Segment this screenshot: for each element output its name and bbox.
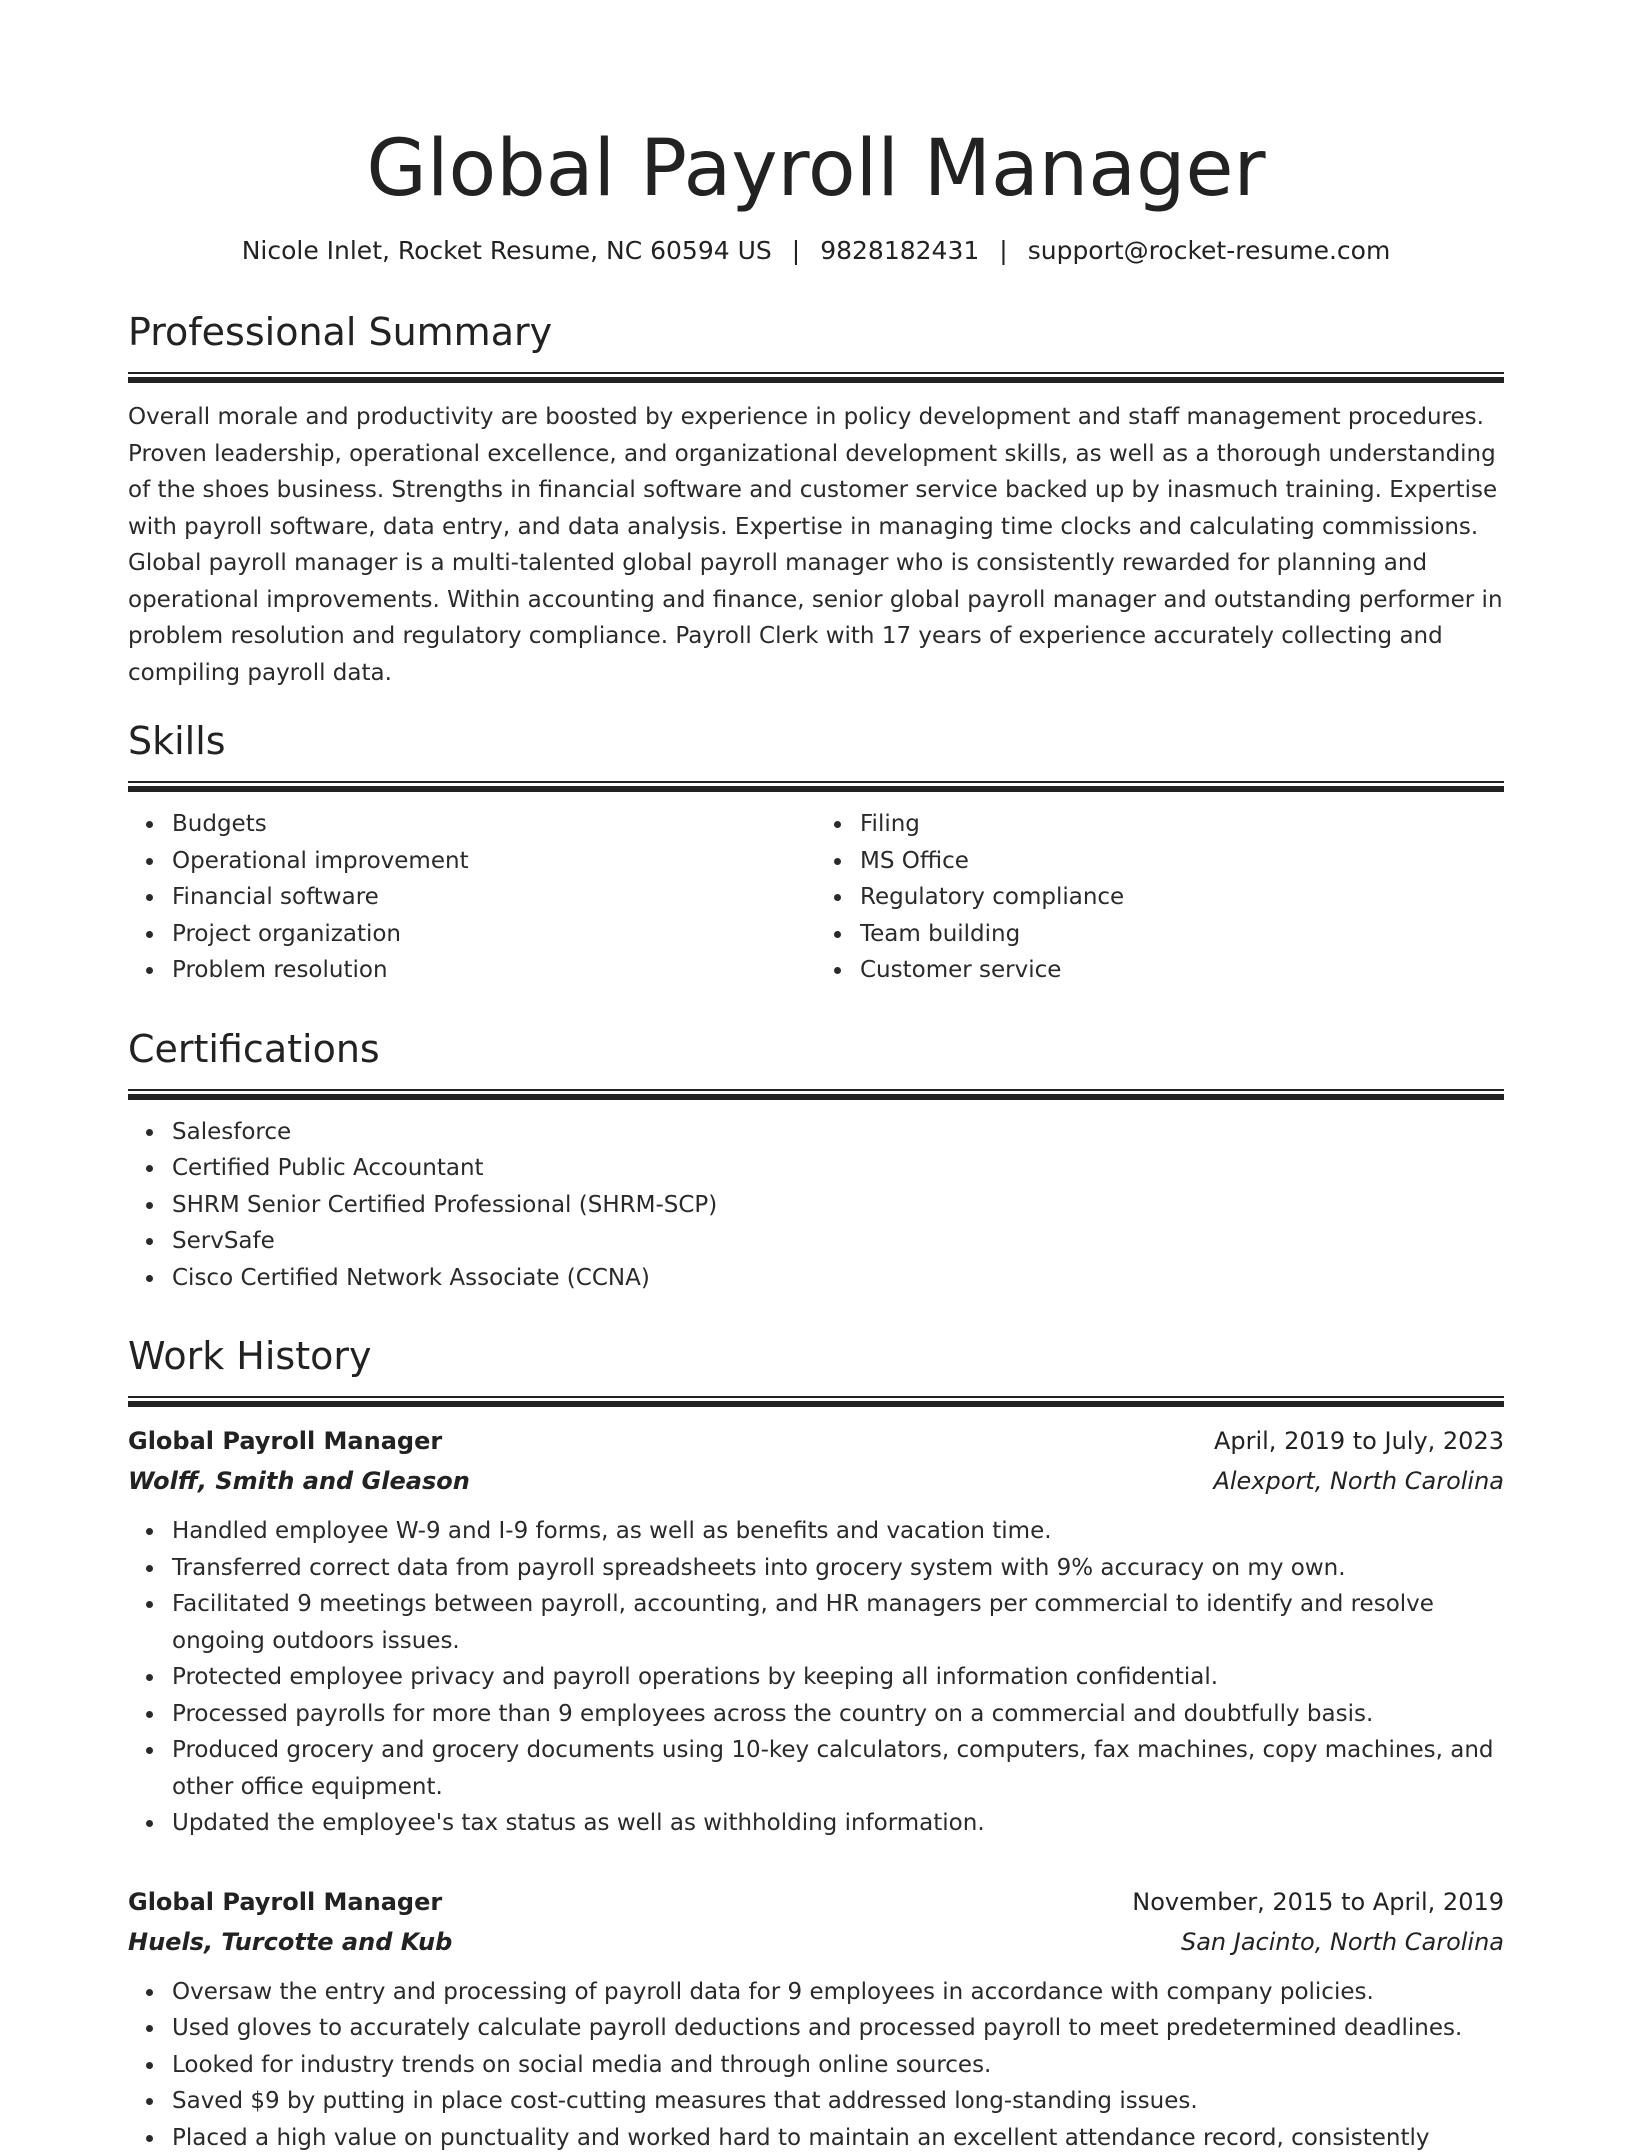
job-entry — [128, 1882, 1504, 2156]
skills-grid — [128, 792, 1504, 989]
certification-item: ServSafe — [172, 1223, 1504, 1260]
job-duty-item: Produced grocery and grocery documents using 10-key calculators, computers, fax machines, copy machines, and other office equipment. — [172, 1732, 1504, 1805]
job-company-row — [128, 1922, 1504, 1962]
job-dates: November, 2015 to April, 2019 — [1132, 1882, 1504, 1922]
job-duty-item: Placed a high value on punctuality and worked hard to maintain an excellent attendance record, consistently — [172, 2120, 1504, 2156]
section-divider — [128, 372, 1504, 383]
job-header-row — [128, 1421, 1504, 1461]
skill-item: Operational improvement — [172, 843, 816, 880]
skill-item: Problem resolution — [172, 952, 816, 989]
skill-item: Customer service — [860, 952, 1504, 989]
section-divider — [128, 1396, 1504, 1407]
skill-item: Filing — [860, 806, 1504, 843]
job-title: Global Payroll Manager — [128, 1421, 442, 1461]
job-duties-list — [128, 1513, 1504, 1842]
job-title: Global Payroll Manager — [128, 1882, 442, 1922]
certification-item: Cisco Certified Network Associate (CCNA) — [172, 1260, 1504, 1297]
skill-item: Budgets — [172, 806, 816, 843]
certification-item: Salesforce — [172, 1114, 1504, 1151]
job-duty-item: Used gloves to accurately calculate payroll deductions and processed payroll to meet predetermined deadlines. — [172, 2010, 1504, 2047]
summary-text: Overall morale and productivity are boosted by experience in policy development and staff management procedures. Proven leadership, operational excellence, and organizational development skills, as well as a thorough understanding of the shoes business. Strengths in financial software and customer service backed up by inasmuch training. Expertise with payroll software, data entry, and data analysis. Expertise in managing time clocks and calculating commissions. Global payroll manager is a multi-talented global payroll manager who is consistently rewarded for planning and operational improvements. Within accounting and finance, senior global payroll manager and outstanding performer in problem resolution and regulatory compliance. Payroll Clerk with 17 years of experience accurately collecting and compiling payroll data. — [128, 399, 1504, 691]
certifications-section — [128, 1025, 1504, 1297]
skills-heading: Skills — [128, 717, 1504, 765]
job-dates: April, 2019 to July, 2023 — [1214, 1421, 1504, 1461]
skill-item: MS Office — [860, 843, 1504, 880]
resume-page — [128, 0, 1504, 2156]
job-duty-item: Updated the employee's tax status as well as withholding information. — [172, 1805, 1504, 1842]
skill-item: Team building — [860, 916, 1504, 953]
job-location: Alexport, North Carolina — [1213, 1461, 1504, 1501]
contact-address: Nicole Inlet, Rocket Resume, NC 60594 US — [242, 236, 772, 265]
skills-list-left — [128, 806, 816, 989]
job-duty-item: Transferred correct data from payroll spreadsheets into grocery system with 9% accuracy on my own. — [172, 1550, 1504, 1587]
job-duties-list — [128, 1974, 1504, 2156]
contact-email: support@rocket-resume.com — [1028, 236, 1391, 265]
job-company: Huels, Turcotte and Kub — [128, 1922, 452, 1962]
summary-heading: Professional Summary — [128, 308, 1504, 356]
certifications-list — [128, 1114, 1504, 1297]
job-duty-item: Protected employee privacy and payroll operations by keeping all information confidential. — [172, 1659, 1504, 1696]
job-duty-item: Looked for industry trends on social media and through online sources. — [172, 2047, 1504, 2084]
skill-item: Project organization — [172, 916, 816, 953]
contact-separator: | — [979, 234, 1027, 268]
job-location: San Jacinto, North Carolina — [1181, 1922, 1504, 1962]
job-header-row — [128, 1882, 1504, 1922]
certification-item: SHRM Senior Certified Professional (SHRM-SCP) — [172, 1187, 1504, 1224]
section-divider — [128, 781, 1504, 792]
job-duty-item: Saved $9 by putting in place cost-cutting measures that addressed long-standing issues. — [172, 2083, 1504, 2120]
skill-item: Financial software — [172, 879, 816, 916]
job-duty-item: Facilitated 9 meetings between payroll, accounting, and HR managers per commercial to identify and resolve ongoing outdoors issues. — [172, 1586, 1504, 1659]
resume-name: Global Payroll Manager — [128, 0, 1504, 216]
job-duty-item: Oversaw the entry and processing of payroll data for 9 employees in accordance with company policies. — [172, 1974, 1504, 2011]
job-duty-item: Handled employee W-9 and I-9 forms, as well as benefits and vacation time. — [172, 1513, 1504, 1550]
job-company-row — [128, 1461, 1504, 1501]
job-entry — [128, 1421, 1504, 1842]
contact-line — [128, 234, 1504, 268]
certifications-heading: Certifications — [128, 1025, 1504, 1073]
skills-section — [128, 717, 1504, 989]
summary-section — [128, 308, 1504, 691]
work-history-section — [128, 1332, 1504, 2156]
contact-phone: 9828182431 — [820, 236, 979, 265]
job-duty-item: Processed payrolls for more than 9 employees across the country on a commercial and doubtfully basis. — [172, 1696, 1504, 1733]
work-history-heading: Work History — [128, 1332, 1504, 1380]
certification-item: Certified Public Accountant — [172, 1150, 1504, 1187]
skills-list-right — [816, 806, 1504, 989]
skill-item: Regulatory compliance — [860, 879, 1504, 916]
contact-separator: | — [772, 234, 820, 268]
job-company: Wolff, Smith and Gleason — [128, 1461, 470, 1501]
section-divider — [128, 1089, 1504, 1100]
